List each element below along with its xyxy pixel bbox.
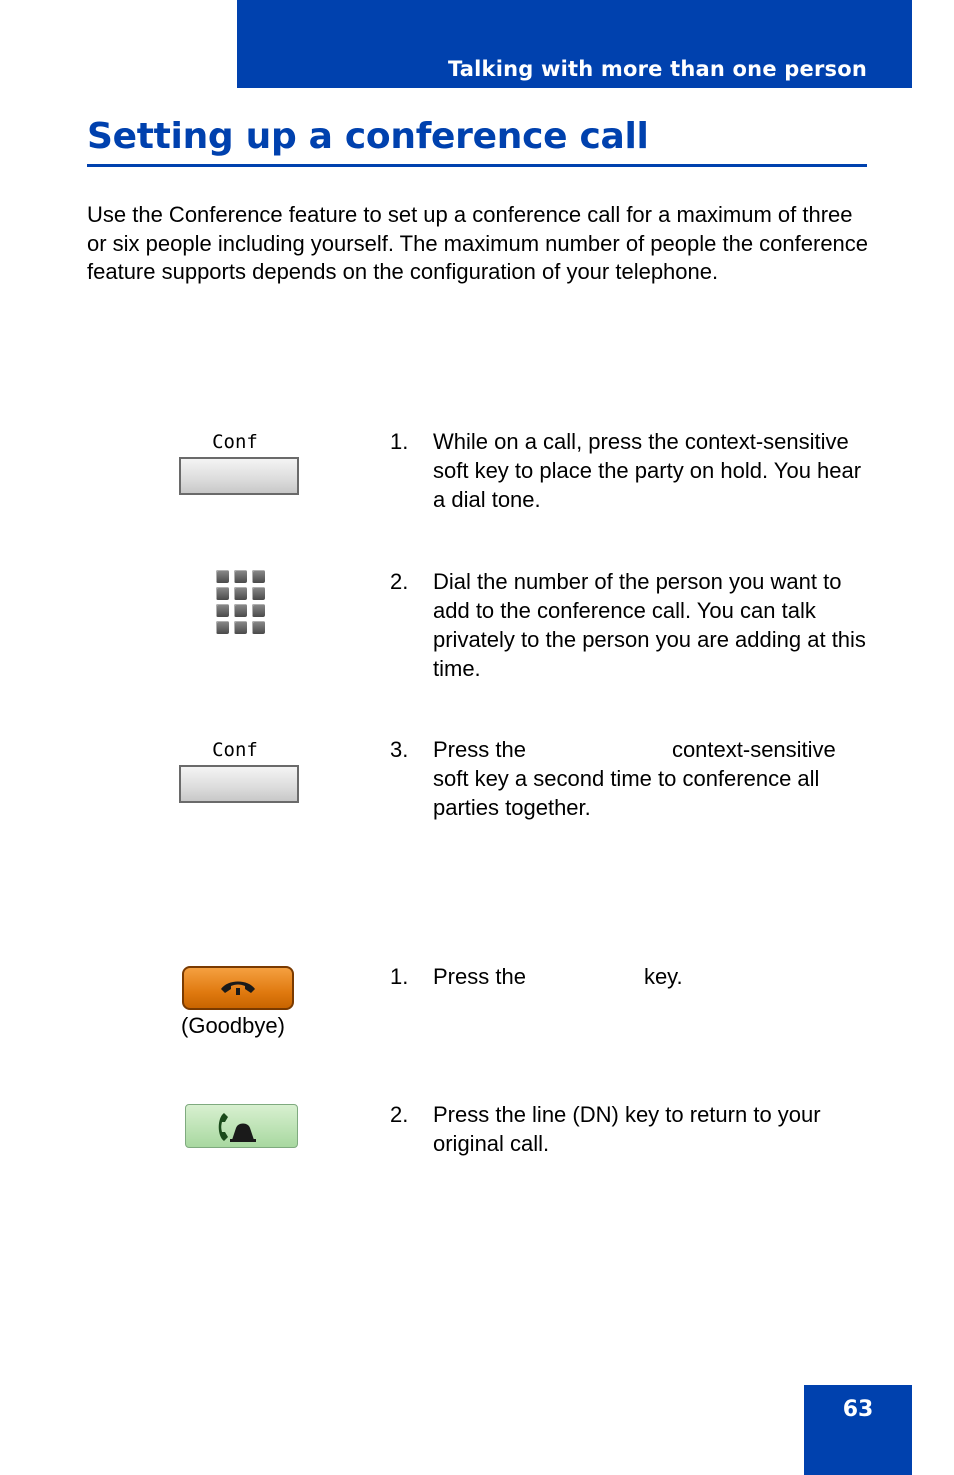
cancel-step-1 [390, 962, 870, 991]
step-number: 1. [390, 964, 409, 989]
step-text: Dial the number of the person you want to add to the conference call. You can talk privately to the person you are adding at this time. [433, 569, 866, 681]
title-rule [87, 164, 867, 167]
intro-paragraph: Use the Conference feature to set up a conference call for a maximum of three or six people including yourself. The maximum number of people the conference feature supports depends on the configuration of your telephone. [87, 202, 869, 285]
step-number: 2. [390, 1102, 409, 1127]
conf-key-label: Conf [212, 431, 258, 453]
step-number: 2. [390, 569, 409, 594]
page-number-box [804, 1385, 912, 1475]
header-bar [237, 0, 912, 88]
dialpad-icon [216, 570, 264, 634]
page-title: Setting up a conference call [87, 116, 649, 157]
step-number: 1. [390, 429, 409, 454]
step-number: 3. [390, 737, 409, 762]
step-text: While on a call, press the context-sensitive soft key to place the party on hold. You hear a dial tone. [433, 429, 862, 512]
setup-step-1 [390, 427, 870, 514]
conf-soft-key [179, 430, 299, 495]
conf-soft-key [179, 738, 299, 803]
line-key-icon [185, 1104, 298, 1148]
soft-key-icon [179, 457, 299, 495]
setup-step-3 [390, 735, 870, 822]
step-text: Press the key. [433, 964, 683, 989]
goodbye-key-icon [182, 966, 294, 1010]
header-title: Talking with more than one person [447, 57, 867, 81]
cancel-step-2 [390, 1100, 870, 1158]
setup-step-2 [390, 567, 870, 683]
step-text: Press the line (DN) key to return to your original call. [433, 1102, 821, 1156]
conf-key-label: Conf [212, 739, 258, 761]
page-number: 63 [842, 1397, 874, 1422]
step-text: Press the context-sensitive soft key a second time to conference all parties together. [433, 737, 836, 820]
soft-key-icon [179, 765, 299, 803]
goodbye-caption: (Goodbye) [181, 1013, 285, 1038]
